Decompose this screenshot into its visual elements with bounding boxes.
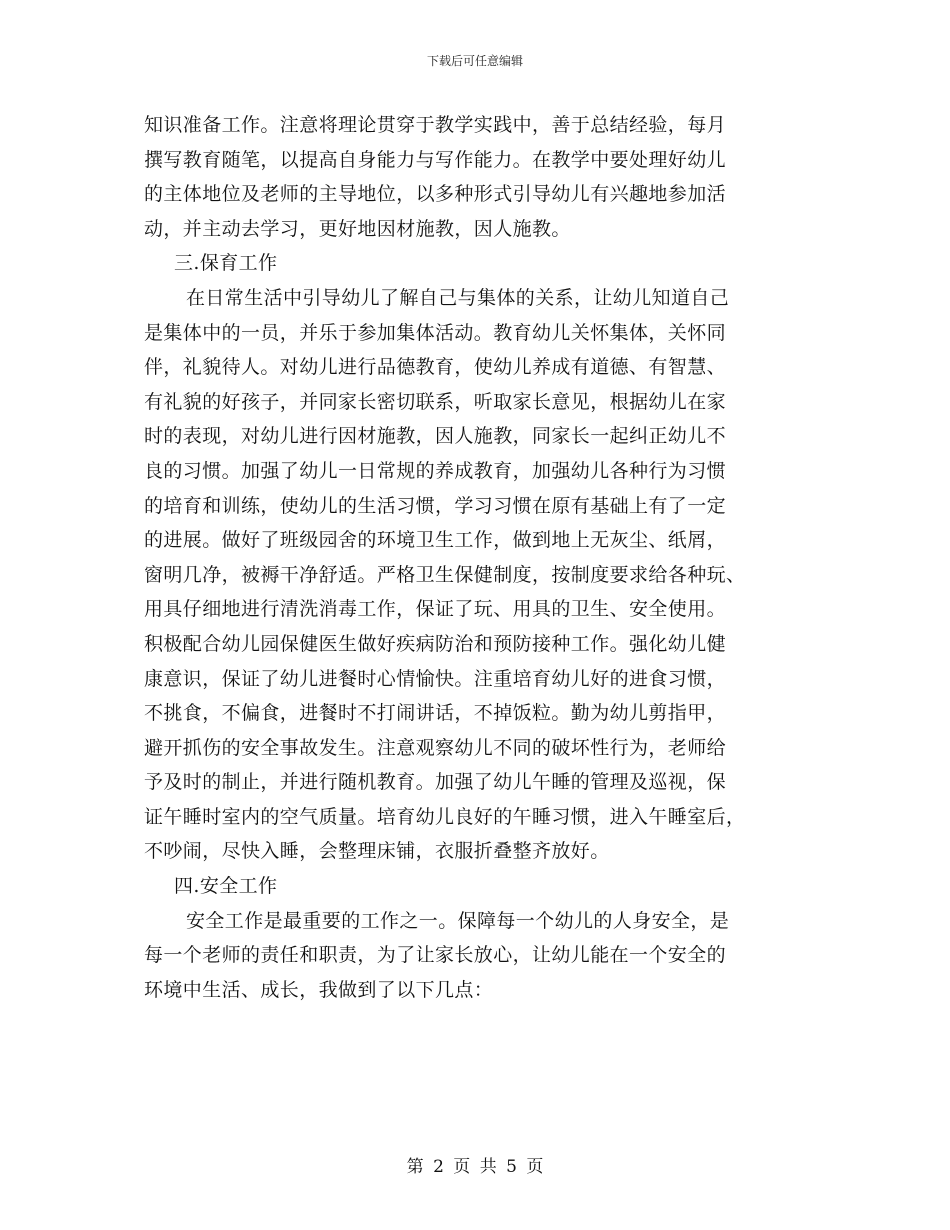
text-line: 良的习惯。加强了幼儿一日常规的养成教育，加强幼儿各种行为习惯	[144, 459, 727, 482]
section-heading: 四.安全工作	[174, 875, 278, 898]
text-line: 在日常生活中引导幼儿了解自己与集体的关系，让幼儿知道自己	[186, 286, 730, 309]
text-line: 有礼貌的好孩子，并同家长密切联系，听取家长意见，根据幼儿在家	[144, 390, 727, 413]
page-header: 下载后可任意编辑	[426, 54, 523, 68]
text-line: 康意识，保证了幼儿进餐时心情愉快。注重培育幼儿好的进食习惯，	[144, 667, 727, 690]
text-line: 证午睡时室内的空气质量。培育幼儿良好的午睡习惯，进入午睡室后，	[144, 805, 746, 828]
text-line: 是集体中的一员，并乐于参加集体活动。教育幼儿关怀集体，关怀同	[144, 321, 727, 344]
text-line: 的进展。做好了班级园舍的环境卫生工作，做到地上无灰尘、纸屑，	[144, 529, 727, 552]
text-line: 不吵闹，尽快入睡，会整理床铺，衣服折叠整齐放好。	[144, 840, 610, 863]
text-line: 积极配合幼儿园保健医生做好疾病防治和预防接种工作。强化幼儿健	[144, 632, 727, 655]
text-line: 窗明几净，被褥干净舒适。严格卫生保健制度，按制度要求给各种玩、	[144, 563, 746, 586]
text-line: 予及时的制止，并进行随机教育。加强了幼儿午睡的管理及巡视，保	[144, 771, 727, 794]
text-line: 的主体地位及老师的主导地位，以多种形式引导幼儿有兴趣地参加活	[144, 183, 727, 206]
text-line: 不挑食，不偏食，进餐时不打闹讲话，不掉饭粒。勤为幼儿剪指甲，	[144, 702, 727, 725]
text-line: 每一个老师的责任和职责，为了让家长放心，让幼儿能在一个安全的	[144, 944, 727, 967]
text-line: 环境中生活、成长，我做到了以下几点：	[144, 978, 494, 1001]
text-line: 用具仔细地进行清洗消毒工作，保证了玩、用具的卫生、安全使用。	[144, 598, 727, 621]
text-line: 动，并主动去学习，更好地因材施教，因人施教。	[144, 217, 571, 240]
section-heading: 三.保育工作	[174, 252, 278, 275]
page-footer: 第 2 页 共 5 页	[406, 1157, 544, 1177]
text-line: 伴，礼貌待人。对幼儿进行品德教育，使幼儿养成有道德、有智慧、	[144, 356, 727, 379]
text-line: 安全工作是最重要的工作之一。保障每一个幼儿的人身安全，是	[186, 909, 730, 932]
text-line: 撰写教育随笔，以提高自身能力与写作能力。在教学中要处理好幼儿	[144, 148, 727, 171]
text-line: 的培育和训练，使幼儿的生活习惯，学习习惯在原有基础上有了一定	[144, 494, 727, 517]
text-line: 避开抓伤的安全事故发生。注意观察幼儿不同的破坏性行为，老师给	[144, 736, 727, 759]
document-body	[144, 108, 806, 1007]
text-line: 时的表现，对幼儿进行因材施教，因人施教，同家长一起纠正幼儿不	[144, 425, 727, 448]
text-line: 知识准备工作。注意将理论贯穿于教学实践中，善于总结经验，每月	[144, 114, 727, 136]
